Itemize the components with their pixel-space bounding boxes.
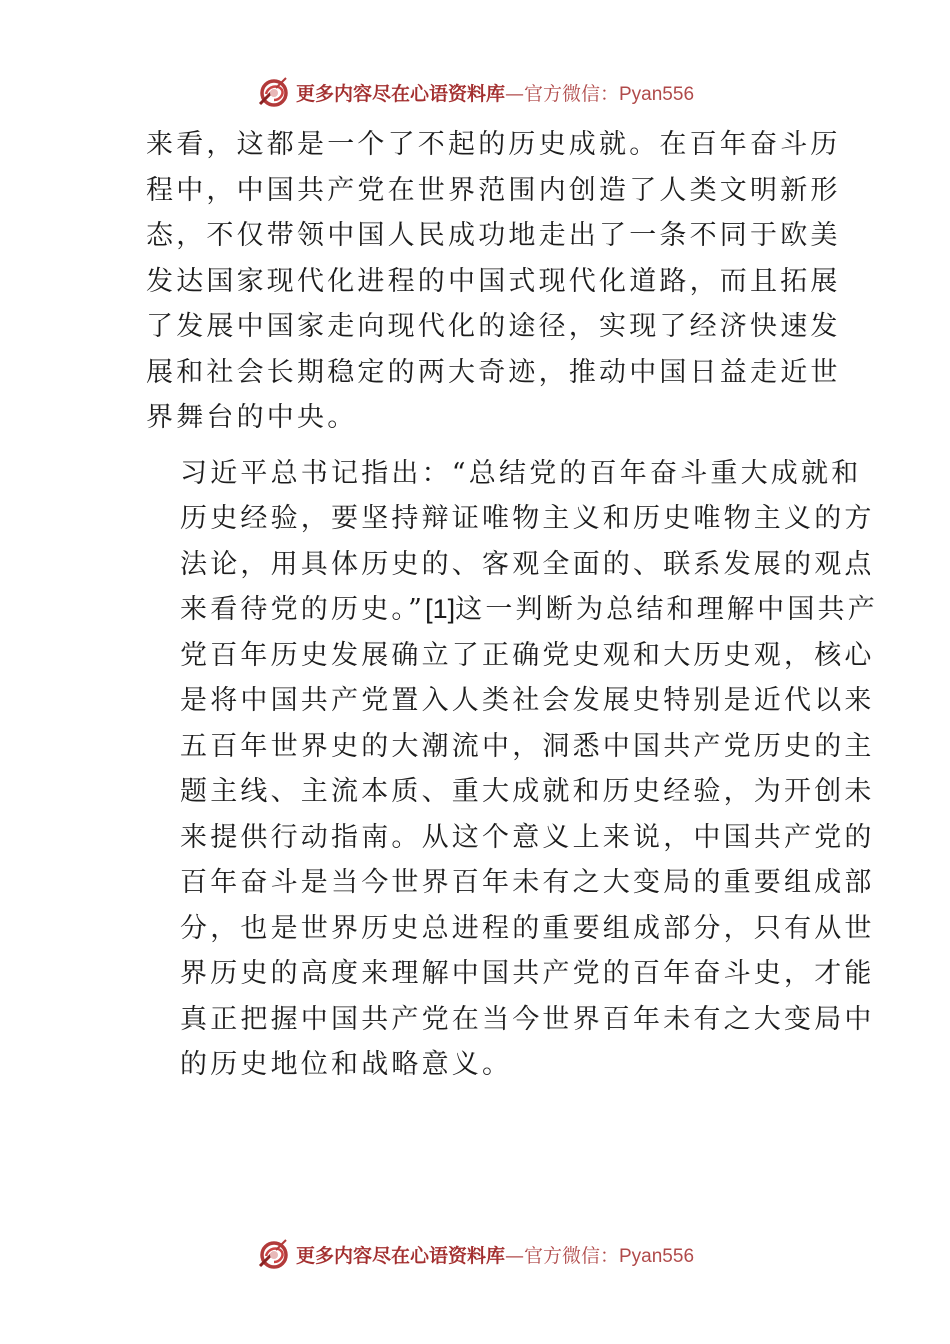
text-line: 了发展中国家走向现代化的途径，实现了经济快速发: [146, 311, 841, 342]
text-line: 界历史的高度来理解中国共产党的百年奋斗史，才能: [180, 958, 875, 989]
footer-prefix: 更多内容尽在心语资料库: [295, 1244, 505, 1267]
text-line: 是将中国共产党置入人类社会发展史特别是近代以来: [180, 685, 875, 716]
footer-wechat-id: Pyan556: [619, 1245, 695, 1267]
text-segment: 来看待党的历史。”: [180, 594, 426, 625]
text-line: 习近平总书记指出：“总结党的百年奋斗重大成就和: [180, 457, 862, 489]
text-line: 的历史地位和战略意义。: [180, 1049, 513, 1080]
text-line: 界舞台的中央。: [146, 402, 358, 433]
text-line: 题主线、主流本质、重大成就和历史经验，为开创未: [180, 776, 875, 807]
text-line: 态，不仅带领中国人民成功地走出了一条不同于欧美: [146, 220, 841, 251]
header-text: [296, 79, 694, 106]
text-segment: 这一判断为总结和理解中国共产: [455, 594, 878, 625]
header-banner-inner: [256, 74, 694, 110]
footer-text: [296, 1241, 694, 1268]
text-line: 五百年世界史的大潮流中，洞悉中国共产党历史的主: [180, 730, 875, 762]
footer-suffix: 官方微信：: [523, 1244, 619, 1267]
text-line: 分，也是世界历史总进程的重要组成部分，只有从世: [180, 912, 875, 944]
header-banner: [0, 70, 950, 114]
text-line: 百年奋斗是当今世界百年未有之大变局的重要组成部: [180, 867, 875, 898]
footer-banner-inner: [256, 1236, 694, 1272]
document-body: [146, 122, 878, 1088]
text-line: 发达国家现代化进程的中国式现代化道路，而且拓展: [146, 265, 841, 297]
text-line: 来提供行动指南。从这个意义上来说，中国共产党的: [180, 821, 875, 853]
header-suffix: 官方微信：: [523, 82, 619, 105]
text-line: 来看，这都是一个了不起的历史成就。在百年奋斗历: [146, 129, 841, 160]
text-line: 法论，用具体历史的、客观全面的、联系发展的观点: [180, 548, 875, 580]
text-line: 历史经验，要坚持辩证唯物主义和历史唯物主义的方: [180, 503, 875, 534]
brush-swirl-logo-icon: [256, 74, 292, 110]
header-prefix: 更多内容尽在心语资料库: [295, 82, 505, 105]
paragraph-2: [146, 451, 878, 1088]
footer-banner: [0, 1232, 950, 1276]
citation-ref: [1]: [425, 594, 456, 624]
text-line: 程中，中国共产党在世界范围内创造了人类文明新形: [146, 174, 841, 206]
brush-swirl-logo-icon: [256, 1236, 292, 1272]
text-line: 展和社会长期稳定的两大奇迹，推动中国日益走近世: [146, 356, 841, 388]
text-line-with-citation: [146, 587, 878, 633]
header-wechat-id: Pyan556: [619, 83, 695, 105]
header-dash: —: [504, 82, 524, 105]
footer-dash: —: [504, 1244, 524, 1267]
text-line: 党百年历史发展确立了正确党史观和大历史观，核心: [180, 639, 875, 671]
paragraph-1: [146, 122, 841, 441]
text-line: 真正把握中国共产党在当今世界百年未有之大变局中: [180, 1003, 875, 1035]
